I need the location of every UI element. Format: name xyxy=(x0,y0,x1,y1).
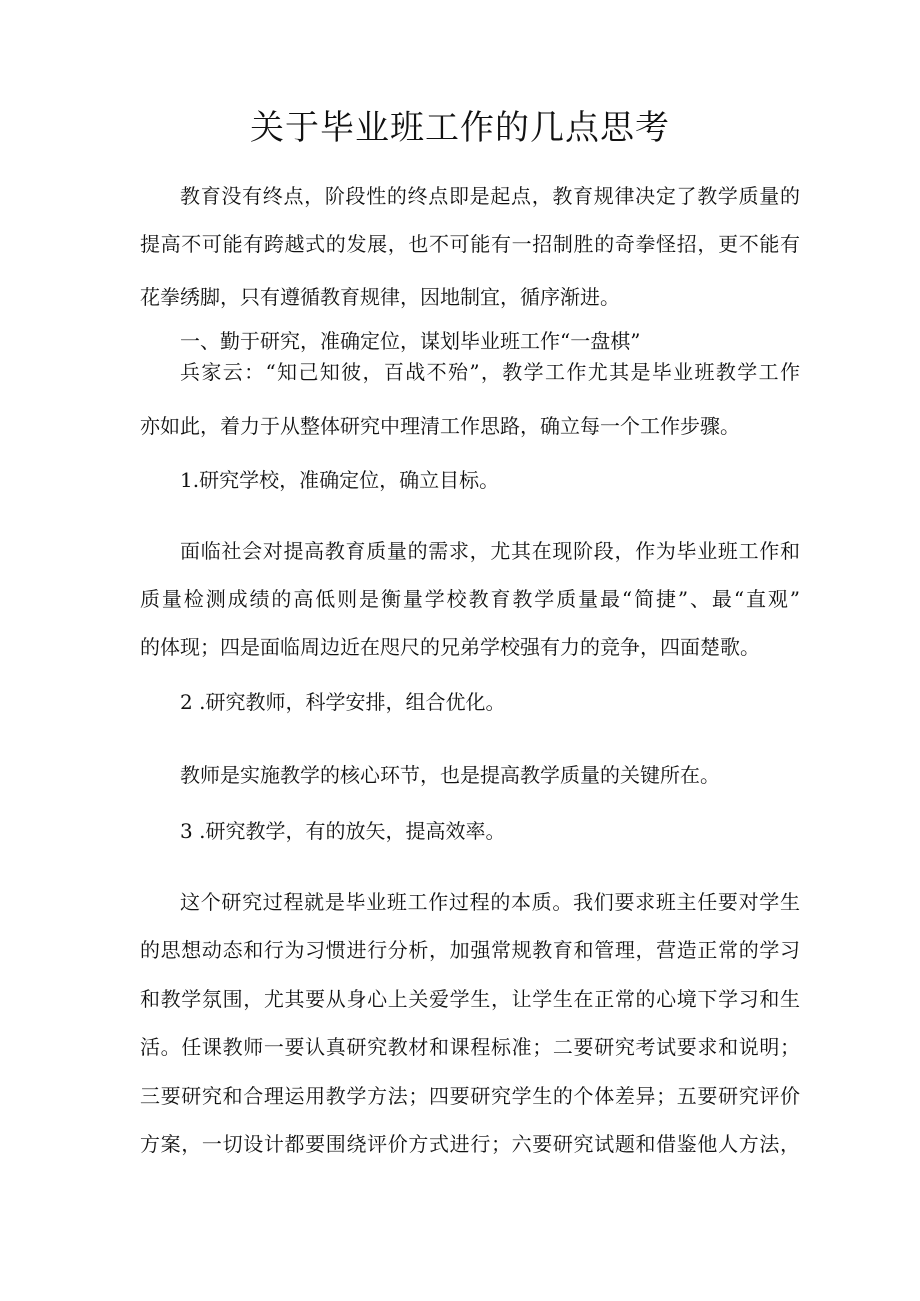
paragraph-5-line: 活。任课教师一要认真研究教材和课程标准；二要研究考试要求和说明； xyxy=(140,1035,800,1059)
paragraph-5-line: 的思想动态和行为习惯进行分析，加强常规教育和管理，营造正常的学习 xyxy=(140,938,800,962)
paragraph-4-line: 教师是实施教学的核心环节，也是提高教学质量的关键所在。 xyxy=(180,763,720,787)
paragraph-3-line: 质量检测成绩的高低则是衡量学校教育教学质量最“简捷”、最“直观” xyxy=(140,587,800,611)
paragraph-5-line: 三要研究和合理运用教学方法；四要研究学生的个体差异；五要研究评价 xyxy=(140,1084,800,1108)
section-heading-1: 一、勤于研究，准确定位，谋划毕业班工作“一盘棋” xyxy=(180,329,641,353)
paragraph-5-line: 和教学氛围，尤其要从身心上关爱学生，让学生在正常的心境下学习和生 xyxy=(140,987,800,1011)
paragraph-1-line: 花拳绣脚，只有遵循教育规律，因地制宜，循序渐进。 xyxy=(140,285,620,309)
document-title: 关于毕业班工作的几点思考 xyxy=(250,108,670,148)
paragraph-5-line: 方案，一切设计都要围绕评价方式进行；六要研究试题和借鉴他人方法， xyxy=(140,1132,800,1156)
paragraph-2-line: 兵家云：“知己知彼，百战不殆”，教学工作尤其是毕业班教学工作 xyxy=(180,360,800,384)
paragraph-1-line: 教育没有终点，阶段性的终点即是起点，教育规律决定了教学质量的 xyxy=(180,184,800,208)
paragraph-5-line: 这个研究过程就是毕业班工作过程的本质。我们要求班主任要对学生 xyxy=(180,890,800,914)
paragraph-2-line: 亦如此，着力于从整体研究中理清工作思路，确立每一个工作步骤。 xyxy=(140,414,740,438)
subsection-heading-3: 3 .研究教学，有的放矢，提高效率。 xyxy=(180,819,506,843)
subsection-heading-2: 2 .研究教师，科学安排，组合优化。 xyxy=(180,690,506,714)
paragraph-1-line: 提高不可能有跨越式的发展，也不可能有一招制胜的奇拳怪招，更不能有 xyxy=(140,232,800,256)
paragraph-3-line: 面临社会对提高教育质量的需求，尤其在现阶段，作为毕业班工作和 xyxy=(180,539,800,563)
subsection-heading-1: 1.研究学校，准确定位，确立目标。 xyxy=(180,468,500,492)
paragraph-3-line: 的体现；四是面临周边近在咫尺的兄弟学校强有力的竞争，四面楚歌。 xyxy=(140,635,760,659)
